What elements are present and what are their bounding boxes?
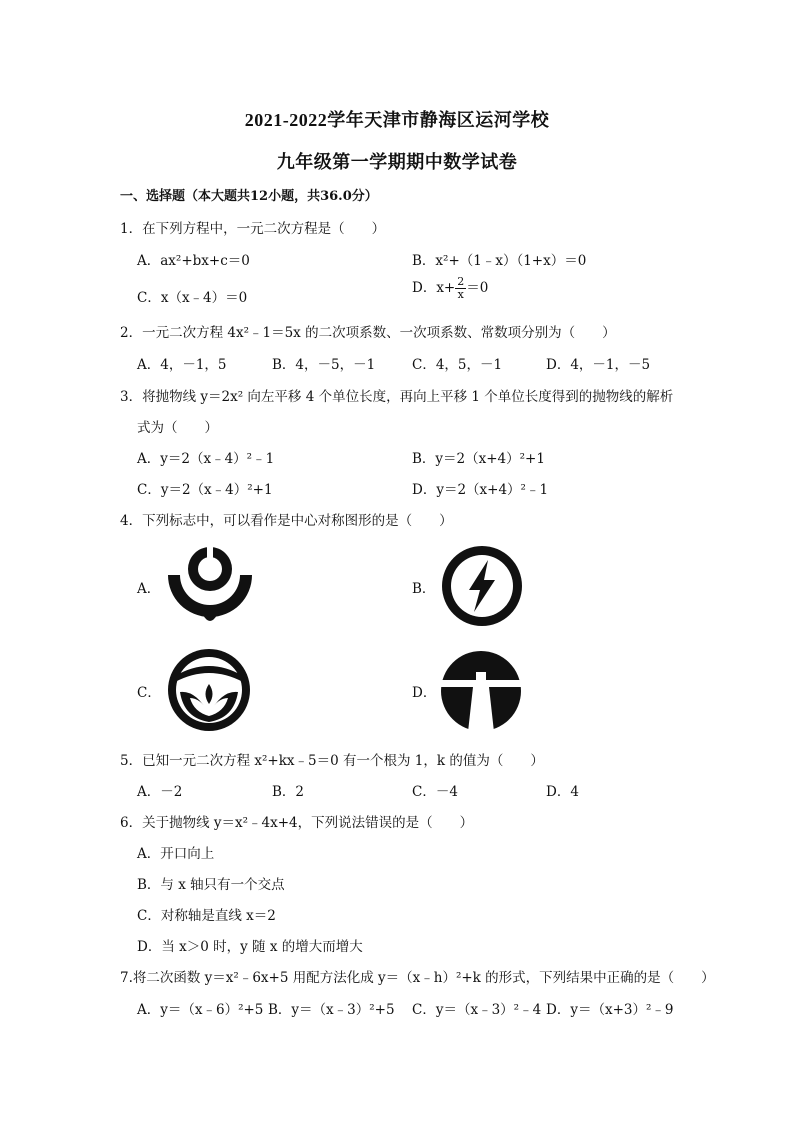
q4-option-d: D． [412, 685, 437, 701]
fraction-denominator: x [457, 288, 464, 301]
q1-option-d-suffix: ＝0 [466, 280, 489, 296]
section-heading: 一、选择题（本大题共12小题，共36.0分） [120, 189, 378, 204]
q2-option-c: C．4，5，－1 [412, 357, 503, 373]
question-1-stem: 1．在下列方程中，一元二次方程是（ ） [120, 221, 386, 237]
q7-option-c: C．y＝（x﹣3）²﹣4 [412, 1002, 542, 1018]
q1-option-b: B．x²+（1﹣x）（1+x）＝0 [412, 253, 587, 269]
q6-option-c: C．对称轴是直线 x＝2 [137, 908, 276, 924]
question-7-stem: 7.将二次函数 y＝x²﹣6x+5 用配方法化成 y＝（x﹣h）²+k 的形式，下列结果中正确的是（ ） [120, 970, 715, 986]
q1-option-d-prefix: D．x+ [412, 280, 456, 296]
q6-option-b: B．与 x 轴只有一个交点 [137, 877, 285, 893]
question-3-stem: 3．将抛物线 y＝2x² 向左平移 4 个单位长度，再向上平移 1 个单位长度得到的抛物线的解析 [120, 389, 674, 405]
leaf-in-circle-logo-icon [166, 648, 252, 732]
q5-option-b: B．2 [272, 784, 305, 800]
q1-option-d [412, 276, 488, 301]
q6-option-a: A．开口向上 [137, 846, 215, 862]
q7-option-d: D．y＝（x+3）²﹣9 [546, 1002, 674, 1018]
q1-option-a: A．ax²+bx+c＝0 [137, 253, 250, 269]
question-3-stem-cont: 式为（ ） [137, 420, 218, 436]
q2-option-b: B．4，－5，－1 [272, 357, 376, 373]
q2-option-a: A．4，－1，5 [137, 357, 227, 373]
q3-option-d: D．y＝2（x+4）²﹣1 [412, 482, 549, 498]
q5-option-d: D．4 [546, 784, 579, 800]
q4-option-a: A． [137, 581, 161, 597]
q3-option-a: A．y＝2（x﹣4）²﹣1 [137, 451, 275, 467]
split-circle-logo-icon [440, 650, 522, 732]
q2-option-d: D．4，－1，－5 [546, 357, 651, 373]
q5-option-a: A．－2 [137, 784, 183, 800]
ring-with-crescent-logo-icon [165, 543, 255, 628]
q4-option-b: B． [412, 581, 436, 597]
title-line-1: 2021-2022学年天津市静海区运河学校 [244, 110, 550, 130]
q7-option-a: A．y＝（x﹣6）²+5 [137, 1002, 264, 1018]
question-5-stem: 5．已知一元二次方程 x²+kx﹣5＝0 有一个根为 1，k 的值为（ ） [120, 753, 544, 769]
q1-option-d-fraction [455, 276, 466, 301]
lightning-bolt-circle-icon [440, 544, 524, 628]
q3-option-b: B．y＝2（x+4）²+1 [412, 451, 545, 467]
q4-option-c: C． [137, 685, 161, 701]
q3-option-c: C．y＝2（x﹣4）²+1 [137, 482, 273, 498]
title-line-2: 九年级第一学期期中数学试卷 [276, 152, 518, 172]
question-4-stem: 4．下列标志中，可以看作是中心对称图形的是（ ） [120, 513, 453, 529]
question-6-stem: 6．关于抛物线 y＝x²﹣4x+4，下列说法错误的是（ ） [120, 815, 474, 831]
q6-option-d: D．当 x＞0 时，y 随 x 的增大而增大 [137, 939, 363, 955]
q7-option-b: B．y＝（x﹣3）²+5 [268, 1002, 395, 1018]
q5-option-c: C．－4 [412, 784, 458, 800]
question-2-stem: 2．一元二次方程 4x²﹣1＝5x 的二次项系数、一次项系数、常数项分别为（ ） [120, 325, 616, 341]
q1-option-c: C．x（x﹣4）＝0 [137, 290, 248, 306]
fraction-numerator: 2 [457, 275, 465, 288]
